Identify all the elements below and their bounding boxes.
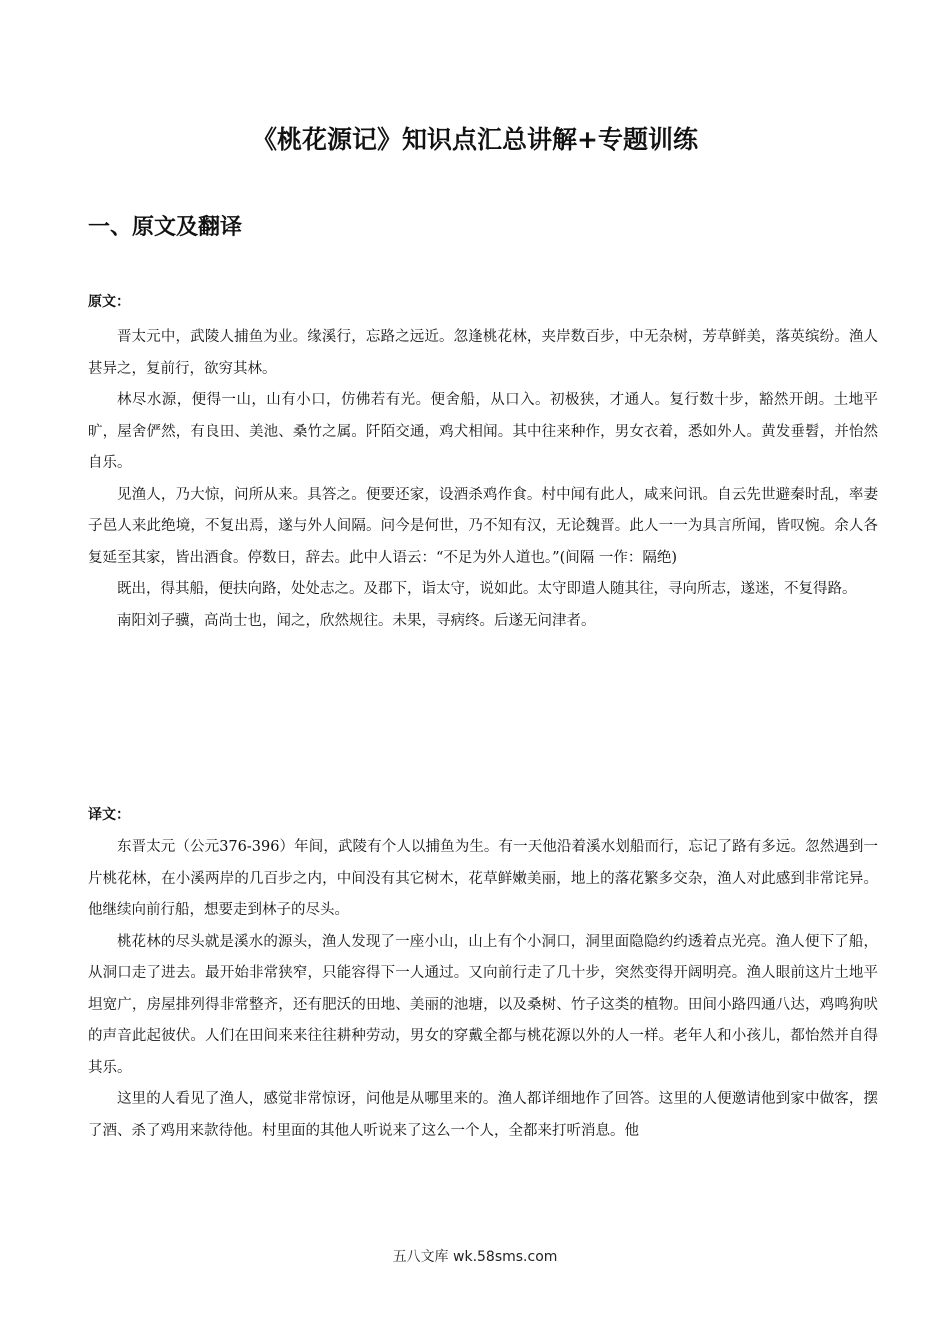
translation-paragraph: 这里的人看见了渔人，感觉非常惊讶，问他是从哪里来的。渔人都详细地作了回答。这里的人便邀请他到家中做客，摆了酒、杀了鸡用来款待他。村里面的其他人听说来了这么一个人，全都来打听消息。他 [88,1091,878,1139]
translation-body [88,832,878,1147]
original-paragraph: 林尽水源，便得一山，山有小口，仿佛若有光。便舍船，从口入。初极狭，才通人。复行数十步，豁然开朗。土地平旷，屋舍俨然，有良田、美池、桑竹之属。阡陌交通，鸡犬相闻。其中往来种作，男女衣着，悉如外人。黄发垂髫，并怡然自乐。 [88,392,878,471]
original-paragraph: 既出，得其船，便扶向路，处处志之。及郡下，诣太守，说如此。太守即遣人随其往，寻向所志，遂迷，不复得路。 [117,581,857,597]
original-paragraph: 晋太元中，武陵人捕鱼为业。缘溪行，忘路之远近。忽逢桃花林，夹岸数百步，中无杂树，芳草鲜美，落英缤纷。渔人甚异之，复前行，欲穷其林。 [88,329,878,377]
original-paragraph: 南阳刘子骥，高尚士也，闻之，欣然规往。未果，寻病终。后遂无问津者。 [117,612,596,629]
translation-paragraph: 桃花林的尽头就是溪水的源头，渔人发现了一座小山，山上有个小洞口，洞里面隐隐约约透着点光亮。渔人便下了船，从洞口走了进去。最开始非常狭窄，只能容得下一人通过。又向前行走了几十步，突然变得开阔明亮。渔人眼前这片土地平坦宽广，房屋排列得非常整齐，还有肥沃的田地、美丽的池塘，以及桑树、竹子这类的植物。田间小路四通八达，鸡鸣狗吠的声音此起彼伏。人们在田间来来往往耕种劳动，男女的穿戴全都与桃花源以外的人一样。老年人和小孩儿，都怡然并自得其乐。 [88,933,878,1076]
page-footer-watermark: 五八文库 wk.58sms.com [392,1249,558,1265]
original-paragraph: 见渔人，乃大惊，问所从来。具答之。便要还家，设酒杀鸡作食。村中闻有此人，咸来问讯。自云先世避秦时乱，率妻子邑人来此绝境，不复出焉，遂与外人间隔。问今是何世，乃不知有汉，无论魏晋。此人一一为具言所闻，皆叹惋。余人各复延至其家，皆出酒食。停数日，辞去。此中人语云：“不足为外人道也。”(间隔 一作：隔绝) [88,486,878,566]
translation-paragraph: 东晋太元（公元376-396）年间，武陵有个人以捕鱼为生。有一天他沿着溪水划船而行，忘记了路有多远。忽然遇到一片桃花林，在小溪两岸的几百步之内，中间没有其它树木，花草鲜嫩美丽，地上的落花繁多交杂，渔人对此感到非常诧异。他继续向前行船，想要走到林子的尽头。 [88,839,878,918]
section-heading-original-and-translation: 一、原文及翻译 [88,215,243,240]
original-text-label: 原文： [88,294,130,310]
original-text-body [88,322,878,637]
document-title: 《桃花源记》知识点汇总讲解+专题训练 [252,125,698,154]
translation-label: 译文： [88,807,130,823]
